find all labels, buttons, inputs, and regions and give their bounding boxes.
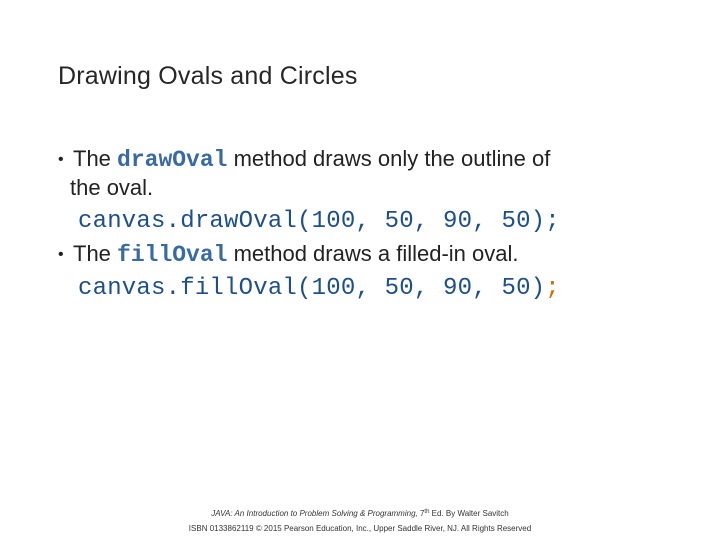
slide-footer [0,505,720,536]
bullet-prefix: The [73,146,118,171]
bullet-icon: • [58,151,64,168]
inline-code-drawoval: drawOval [117,147,228,173]
bullet-suffix: method draws only the outline of [227,146,551,171]
code-example-drawoval: canvas.drawOval(100, 50, 90, 50); [78,208,560,235]
inline-code-filloval: fillOval [117,242,228,268]
bullet-icon: • [58,246,64,263]
footer-citation [0,505,720,521]
footer-copyright: ISBN 0133862119 © 2015 Pearson Education, Inc., Upper Saddle River, NJ. All Rights Reserved [188,524,532,533]
bullet-continuation: the oval. [70,175,154,200]
footer-edition-sup: th [424,509,430,515]
slide-content [58,143,698,305]
code-example-filloval [58,273,698,305]
code-example-filloval-main: canvas.fillOval(100, 50, 90, 50) [78,275,546,302]
bullet-suffix: method draws a filled-in oval. [227,241,519,266]
footer-book-title: JAVA: An Introduction to Problem Solving & Programming, [211,509,418,518]
code-example-filloval-semicolon: ; [545,275,560,302]
footer-edition-number: 7 [417,509,425,518]
footer-edition-rest: Ed. By Walter Savitch [429,509,509,518]
bullet-filloval [58,238,698,271]
bullet-prefix: The [73,241,118,266]
slide-title: Drawing Ovals and Circles [58,62,358,90]
